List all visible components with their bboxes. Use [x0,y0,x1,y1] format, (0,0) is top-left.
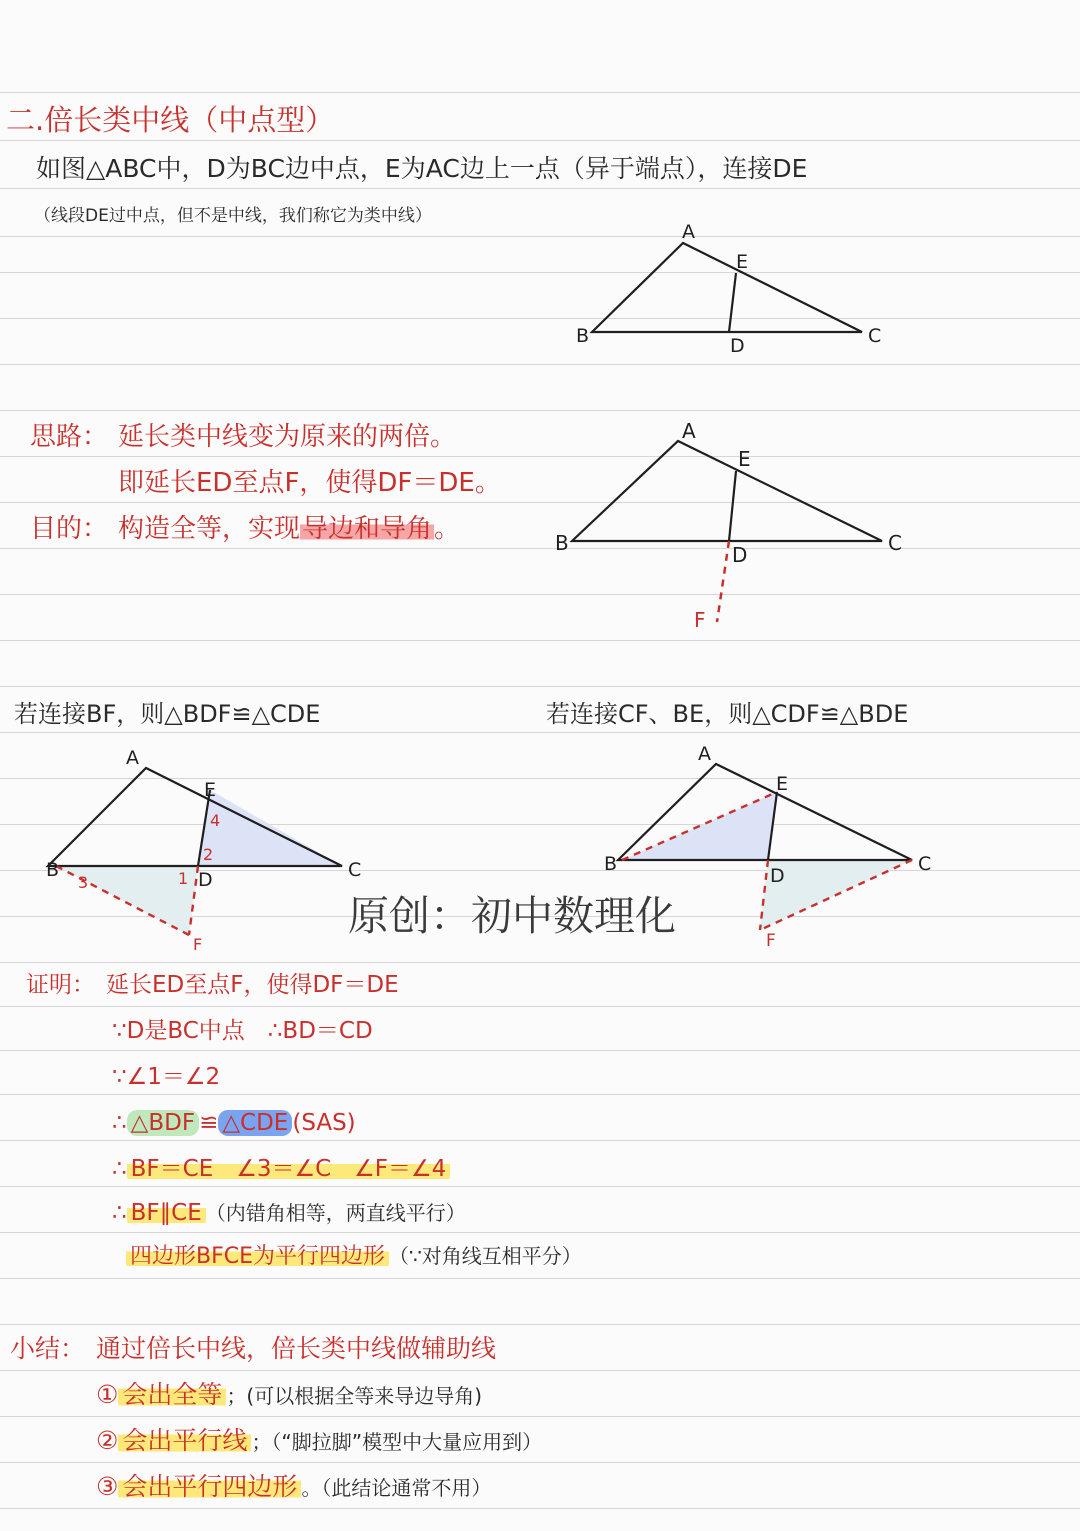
label-E: E [776,773,789,795]
label-A: A [126,747,139,769]
angle-4: 4 [210,811,221,830]
problem-note: （线段DE过中点，但不是中线，我们称它为类中线） [34,206,432,226]
label-C: C [348,859,362,881]
label-E: E [736,251,749,273]
idea-line-2: 即延长ED至点F，使得DF＝DE。 [118,468,501,498]
angle-3: 3 [78,873,89,892]
purpose-highlight: 导边和导角 [302,514,433,544]
summary-label: 小结： [10,1334,86,1363]
label-D: D [732,543,748,567]
triangle-cde-highlight: △CDE [218,1110,292,1136]
angle-2: 2 [203,845,214,864]
section-title: 二.倍长类中线（中点型） [6,103,335,137]
proof-line-4: ∴ BF＝CE ∠3＝∠C ∠F＝∠4 [112,1158,450,1181]
purpose-text: 构造全等，实现导边和导角。 [118,514,461,544]
proof-line-0: 延长ED至点F，使得DF＝DE [106,972,399,998]
label-C: C [888,531,902,555]
label-D: D [198,869,213,891]
idea-line-1: 延长类中线变为原来的两倍。 [118,422,457,452]
label-D: D [730,335,745,357]
label-C: C [868,325,882,347]
purpose-label: 目的： [30,514,109,544]
label-A: A [682,419,696,443]
label-B: B [46,859,60,881]
triangle-bdf-highlight: △BDF [127,1110,199,1136]
watermark: 原创：初中数理化 [348,892,676,940]
summary-text: 通过倍长中线，倍长类中线做辅助线 [96,1334,497,1363]
summary-item-1: ① 会出全等 ；(可以根据全等来导边导角) [96,1380,483,1409]
case-right-heading: 若连接CF、BE，则△CDF≌△BDE [546,700,909,728]
label-B: B [576,325,590,347]
proof-line-6: 四边形BFCE为平行四边形 （∵对角线互相平分） [126,1246,582,1268]
label-F: F [193,935,203,954]
proof-line-1: ∵D是BC中点 ∴BD＝CD [112,1018,373,1044]
summary-item-3: ③ 会出平行四边形 。（此结论通常不用） [96,1472,492,1501]
proof-line-5: ∴ BF∥CE （内错角相等，两直线平行） [112,1200,466,1226]
label-E: E [204,779,217,801]
label-F: F [766,931,776,951]
proof-label: 证明： [26,972,95,998]
summary-item-2: ② 会出平行线 ；（“脚拉脚”模型中大量应用到） [96,1426,543,1455]
label-B: B [555,531,569,555]
idea-label: 思路： [30,422,109,452]
label-B: B [604,853,618,875]
case-left-heading: 若连接BF，则△BDF≌△CDE [14,700,321,728]
label-A: A [698,743,711,765]
proof-line-2: ∵∠1＝∠2 [112,1064,221,1090]
label-C: C [918,853,932,875]
label-F: F [694,608,706,632]
proof-line-3: ∴ △BDF ≌ △CDE (SAS) [112,1110,356,1136]
problem-statement: 如图△ABC中，D为BC边中点，E为AC边上一点（异于端点），连接DE [36,154,808,183]
label-D: D [770,865,785,887]
label-A: A [682,221,695,243]
label-E: E [738,447,751,471]
angle-1: 1 [178,869,189,888]
